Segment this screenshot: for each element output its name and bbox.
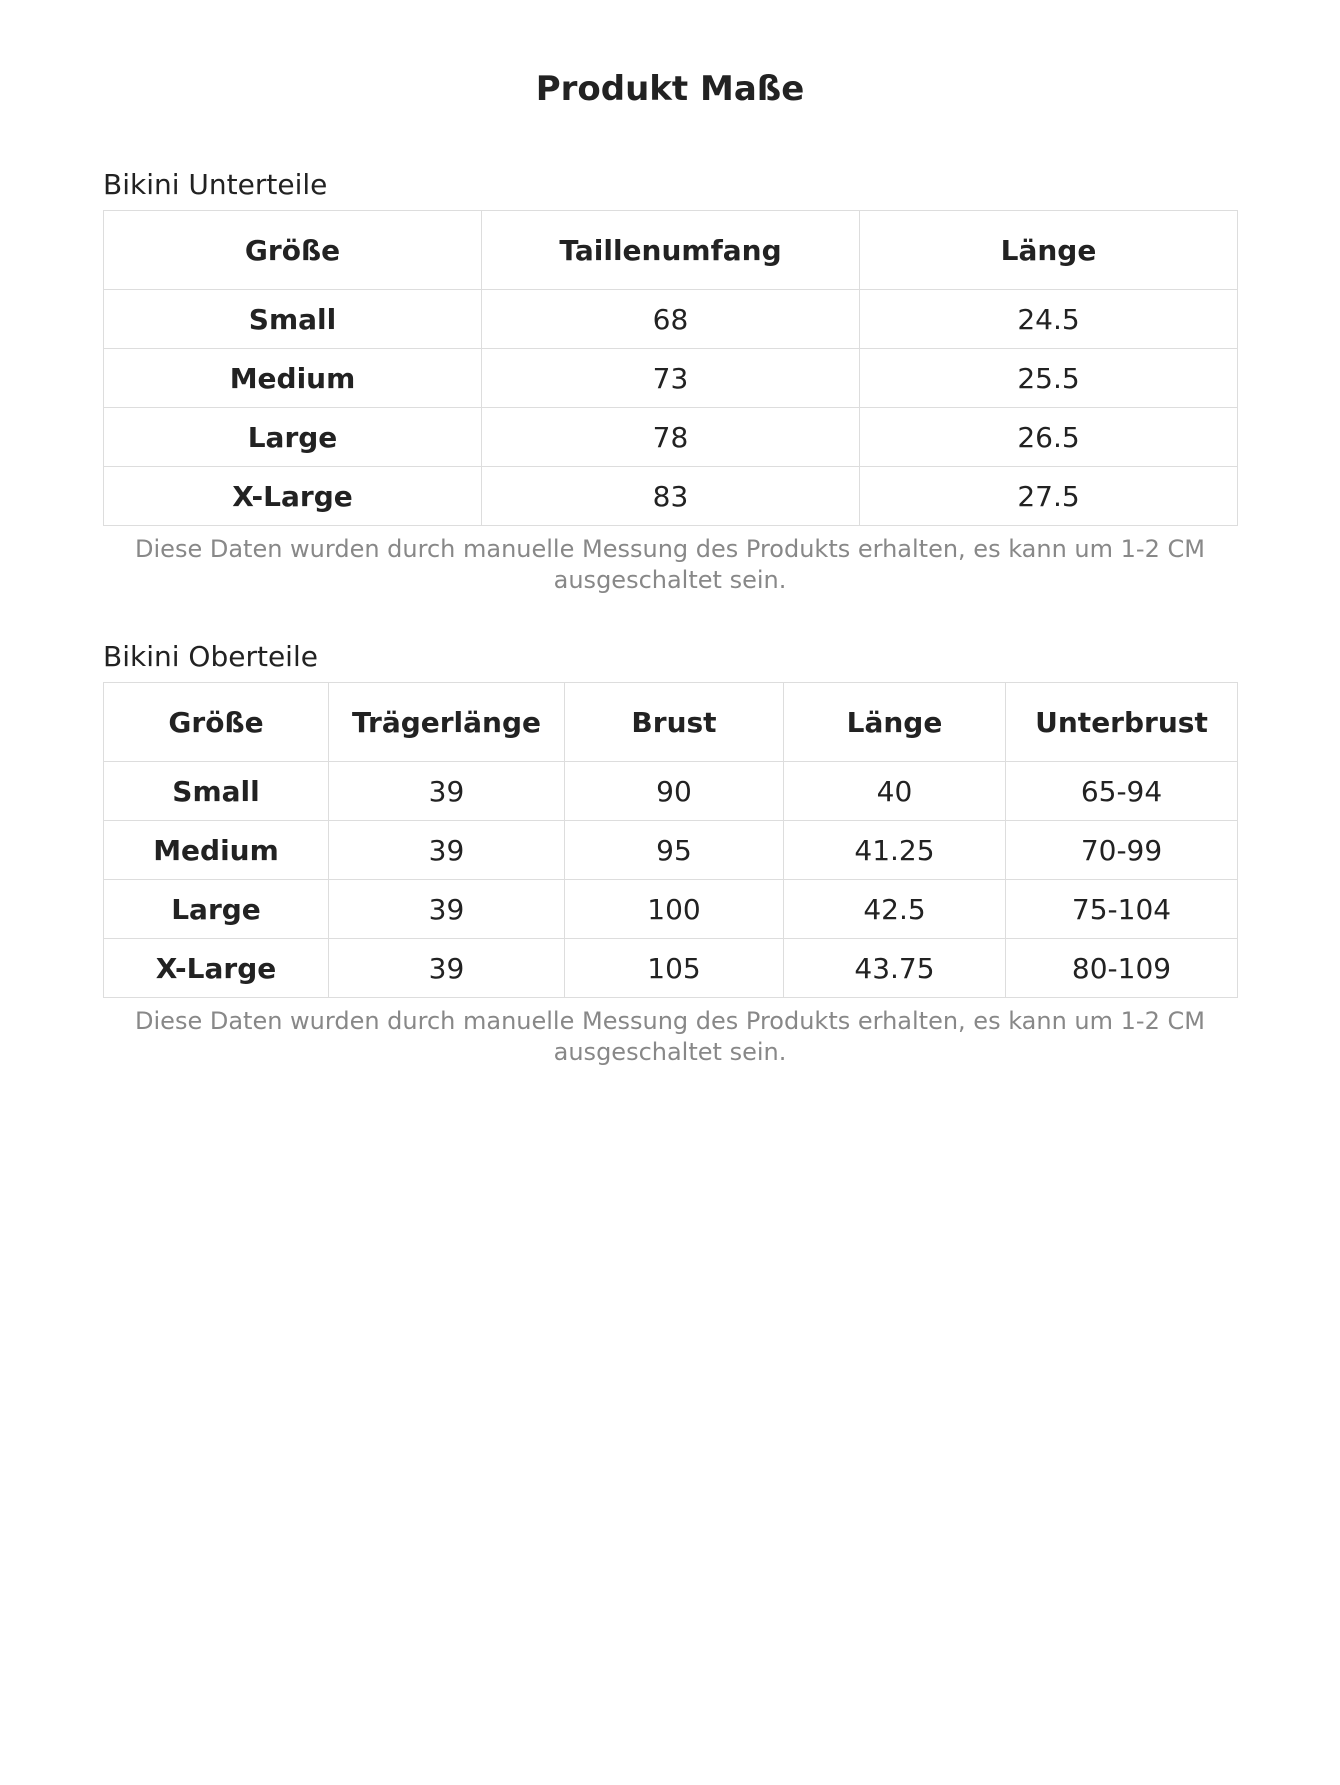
table-cell: 25.5 — [860, 349, 1238, 408]
table-cell: 68 — [482, 290, 860, 349]
column-header-strap-length: Trägerlänge — [329, 683, 565, 762]
table-cell: 27.5 — [860, 467, 1238, 526]
tops-heading: Bikini Oberteile — [103, 640, 318, 673]
bottoms-section — [103, 164, 1237, 596]
table-row — [104, 880, 1238, 939]
table-cell: 80-109 — [1006, 939, 1238, 998]
table-cell: 65-94 — [1006, 762, 1238, 821]
table-row — [104, 467, 1238, 526]
size-cell: X-Large — [104, 939, 329, 998]
column-header-waist: Taillenumfang — [482, 211, 860, 290]
size-cell: Medium — [104, 349, 482, 408]
bottoms-heading: Bikini Unterteile — [103, 168, 328, 201]
table-cell: 73 — [482, 349, 860, 408]
measurement-note: Diese Daten wurden durch manuelle Messung des Produkts erhalten, es kann um 1-2 CM ausgeschaltet sein. — [135, 535, 1205, 594]
table-row — [104, 290, 1238, 349]
tops-section — [103, 636, 1237, 1068]
tops-size-table — [103, 682, 1238, 998]
table-header-row — [104, 683, 1238, 762]
table-cell: 105 — [565, 939, 784, 998]
size-cell: Medium — [104, 821, 329, 880]
table-cell: 41.25 — [784, 821, 1006, 880]
table-cell: 43.75 — [784, 939, 1006, 998]
table-cell: 78 — [482, 408, 860, 467]
table-cell: 83 — [482, 467, 860, 526]
column-header-length: Länge — [784, 683, 1006, 762]
table-cell: 39 — [329, 821, 565, 880]
column-header-size: Größe — [104, 211, 482, 290]
column-header-size: Größe — [104, 683, 329, 762]
table-cell: 39 — [329, 880, 565, 939]
table-row — [104, 939, 1238, 998]
table-cell: 39 — [329, 762, 565, 821]
table-row — [104, 821, 1238, 880]
column-header-length: Länge — [860, 211, 1238, 290]
page-title: Produkt Maße — [535, 69, 805, 109]
table-cell: 90 — [565, 762, 784, 821]
column-header-bust: Brust — [565, 683, 784, 762]
bottoms-size-table — [103, 210, 1238, 526]
column-header-underbust: Unterbrust — [1006, 683, 1238, 762]
measurement-note: Diese Daten wurden durch manuelle Messung des Produkts erhalten, es kann um 1-2 CM ausgeschaltet sein. — [135, 1007, 1205, 1066]
size-cell: Large — [104, 880, 329, 939]
table-cell: 100 — [565, 880, 784, 939]
table-cell: 40 — [784, 762, 1006, 821]
size-cell: Small — [104, 762, 329, 821]
table-row — [104, 408, 1238, 467]
table-cell: 42.5 — [784, 880, 1006, 939]
table-row — [104, 762, 1238, 821]
table-cell: 75-104 — [1006, 880, 1238, 939]
table-cell: 39 — [329, 939, 565, 998]
size-cell: Large — [104, 408, 482, 467]
table-cell: 95 — [565, 821, 784, 880]
table-header-row — [104, 211, 1238, 290]
table-row — [104, 349, 1238, 408]
table-cell: 70-99 — [1006, 821, 1238, 880]
size-cell: X-Large — [104, 467, 482, 526]
table-cell: 24.5 — [860, 290, 1238, 349]
size-cell: Small — [104, 290, 482, 349]
table-cell: 26.5 — [860, 408, 1238, 467]
